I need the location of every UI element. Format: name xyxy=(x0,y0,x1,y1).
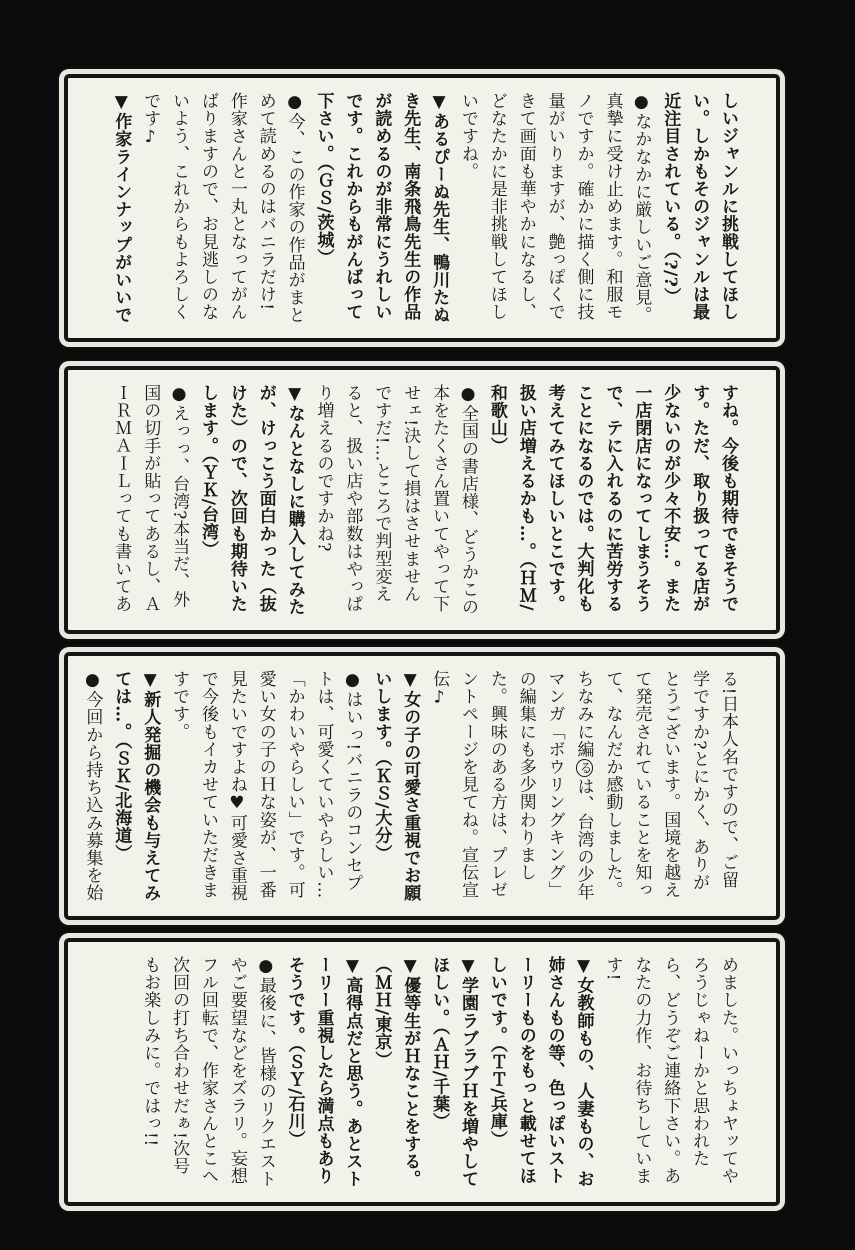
vertical-text-block xyxy=(68,656,776,916)
letters-panel-3 xyxy=(64,652,780,920)
editor-reply-continued xyxy=(424,670,742,902)
vertical-text-block xyxy=(68,78,776,338)
reply-text: は、台湾の少年マンガ「ボウリングキング」の編集にも多少関わりました。興味のある方は、プレゼントページを見てね。宣伝宣伝♪ xyxy=(429,670,594,901)
editor-reply: ●全国の書店様、どうかこの本をたくさん置いてやって下せェ!決して損はさせませんですだ!…ところで判型変えると、扱い店や部数はやっぱり増えるのですかね? xyxy=(313,384,478,616)
editor-closing-reply: ●最後に、皆様のリクエストやご要望などをズラリ。妄想フル回転で、作家さんとこへ次回の打ち合わせだぁ!次号もお楽しみに。ではっ!! xyxy=(140,956,276,1188)
letters-panel-4 xyxy=(64,938,780,1206)
reader-comment-continued: しいジャンルに挑戦してほしい。しかもそのジャンルは最近注目されている。（?/?） xyxy=(660,92,738,321)
reply-text: る!日本人名ですので、ご留学ですか?とにかく、ありがとうございます。国境を越えて発売されていることを知って、なんだか感動しました。ちなみに編 xyxy=(573,670,738,899)
reader-comment: ▼作家ラインナップがいいで xyxy=(111,92,132,324)
reader-comment: ▼新人発掘の機会も与えてみては…。（ＳＫ/北海道） xyxy=(111,670,161,902)
reader-comment: ▼あるぴーぬ先生、鴨川たぬき先生、南条飛鳥先生の作品が読めるのが非常にうれしいです。これからもがんばって下さい。（ＧＳ/茨城） xyxy=(313,92,450,324)
reader-comment: ▼なんとなしに購入してみたが、けっこう面白かった（抜けた）ので、次回も期待いたします。（ＹＫ/台湾） xyxy=(197,384,305,616)
reader-comment-continued: すね。今後も期待できそうです。ただ、取り扱ってる店が少ないのが少々不安…。また一店閉店になってしまうそうで、テに入れるのに苦労することになるのでは。大判化も考えてみてほしいとこです。扱い店増えるかも…。（ＨＭ/和歌山） xyxy=(486,384,738,613)
reader-comment: ▼学園ラブラブＨを増やしてほしい。（ＡＨ/千葉） xyxy=(429,956,478,1188)
letters-panel-2 xyxy=(64,366,780,634)
editor-reply-continued: めました。いっちょヤッてやろうじゃねーかと思われたら、どうぞご連絡下さい。あなたの力作、お待ちしています! xyxy=(602,956,738,1185)
reader-comment: ▼女の子の可愛さ重視でお願いします。（ＫＳ/大分） xyxy=(371,670,421,902)
vertical-text-block xyxy=(68,370,776,630)
editor-reply: ●えっっ、台湾?本当だ、外国の切手が貼ってあるし、ＡＩＲＭＡＩＬっても書いてあ xyxy=(111,384,190,613)
editor-reply: ●今回から持ち込み募集を始 xyxy=(82,670,103,902)
reader-comment: ▼優等生がＨなことをする。（ＭＨ/東京） xyxy=(371,956,421,1188)
editor-reply: ●今、この作家の作品がまとめて読めるのはバニラだけ!作家さんと一丸となってがんばりますので、お見逃しのないよう、これからもよろしくです♪ xyxy=(140,92,305,324)
circled-editor-initial: る xyxy=(576,761,592,775)
editor-reply: ●はいっ!バニラのコンセプトは、可愛くていやらしい…「かわいやらしい」です。可愛い女の子のＨな姿が、一番見たいですよね♥可愛さ重視で今後もイカせていただきますです。 xyxy=(169,670,363,902)
reader-comment: ▼高得点だと思う。あとストーリー重視したら満点もありそうです。（ＳＹ/石川） xyxy=(284,956,363,1188)
reader-comment: ▼女教師もの、人妻もの、お姉さんもの等、色っぽいストーリーものをもっと載せてほしいです。（ＴＴ/兵庫） xyxy=(486,956,594,1188)
editor-reply: ●なかなかに厳しいご意見。真摯に受け止めます。和服モノですか。確かに描く側に技量がいりますが、艶っぽくできて画面も華やかになるし、どなたかに是非挑戦してほしいですね。 xyxy=(457,92,652,324)
vertical-text-block xyxy=(68,942,776,1202)
letters-panel-1 xyxy=(64,74,780,342)
